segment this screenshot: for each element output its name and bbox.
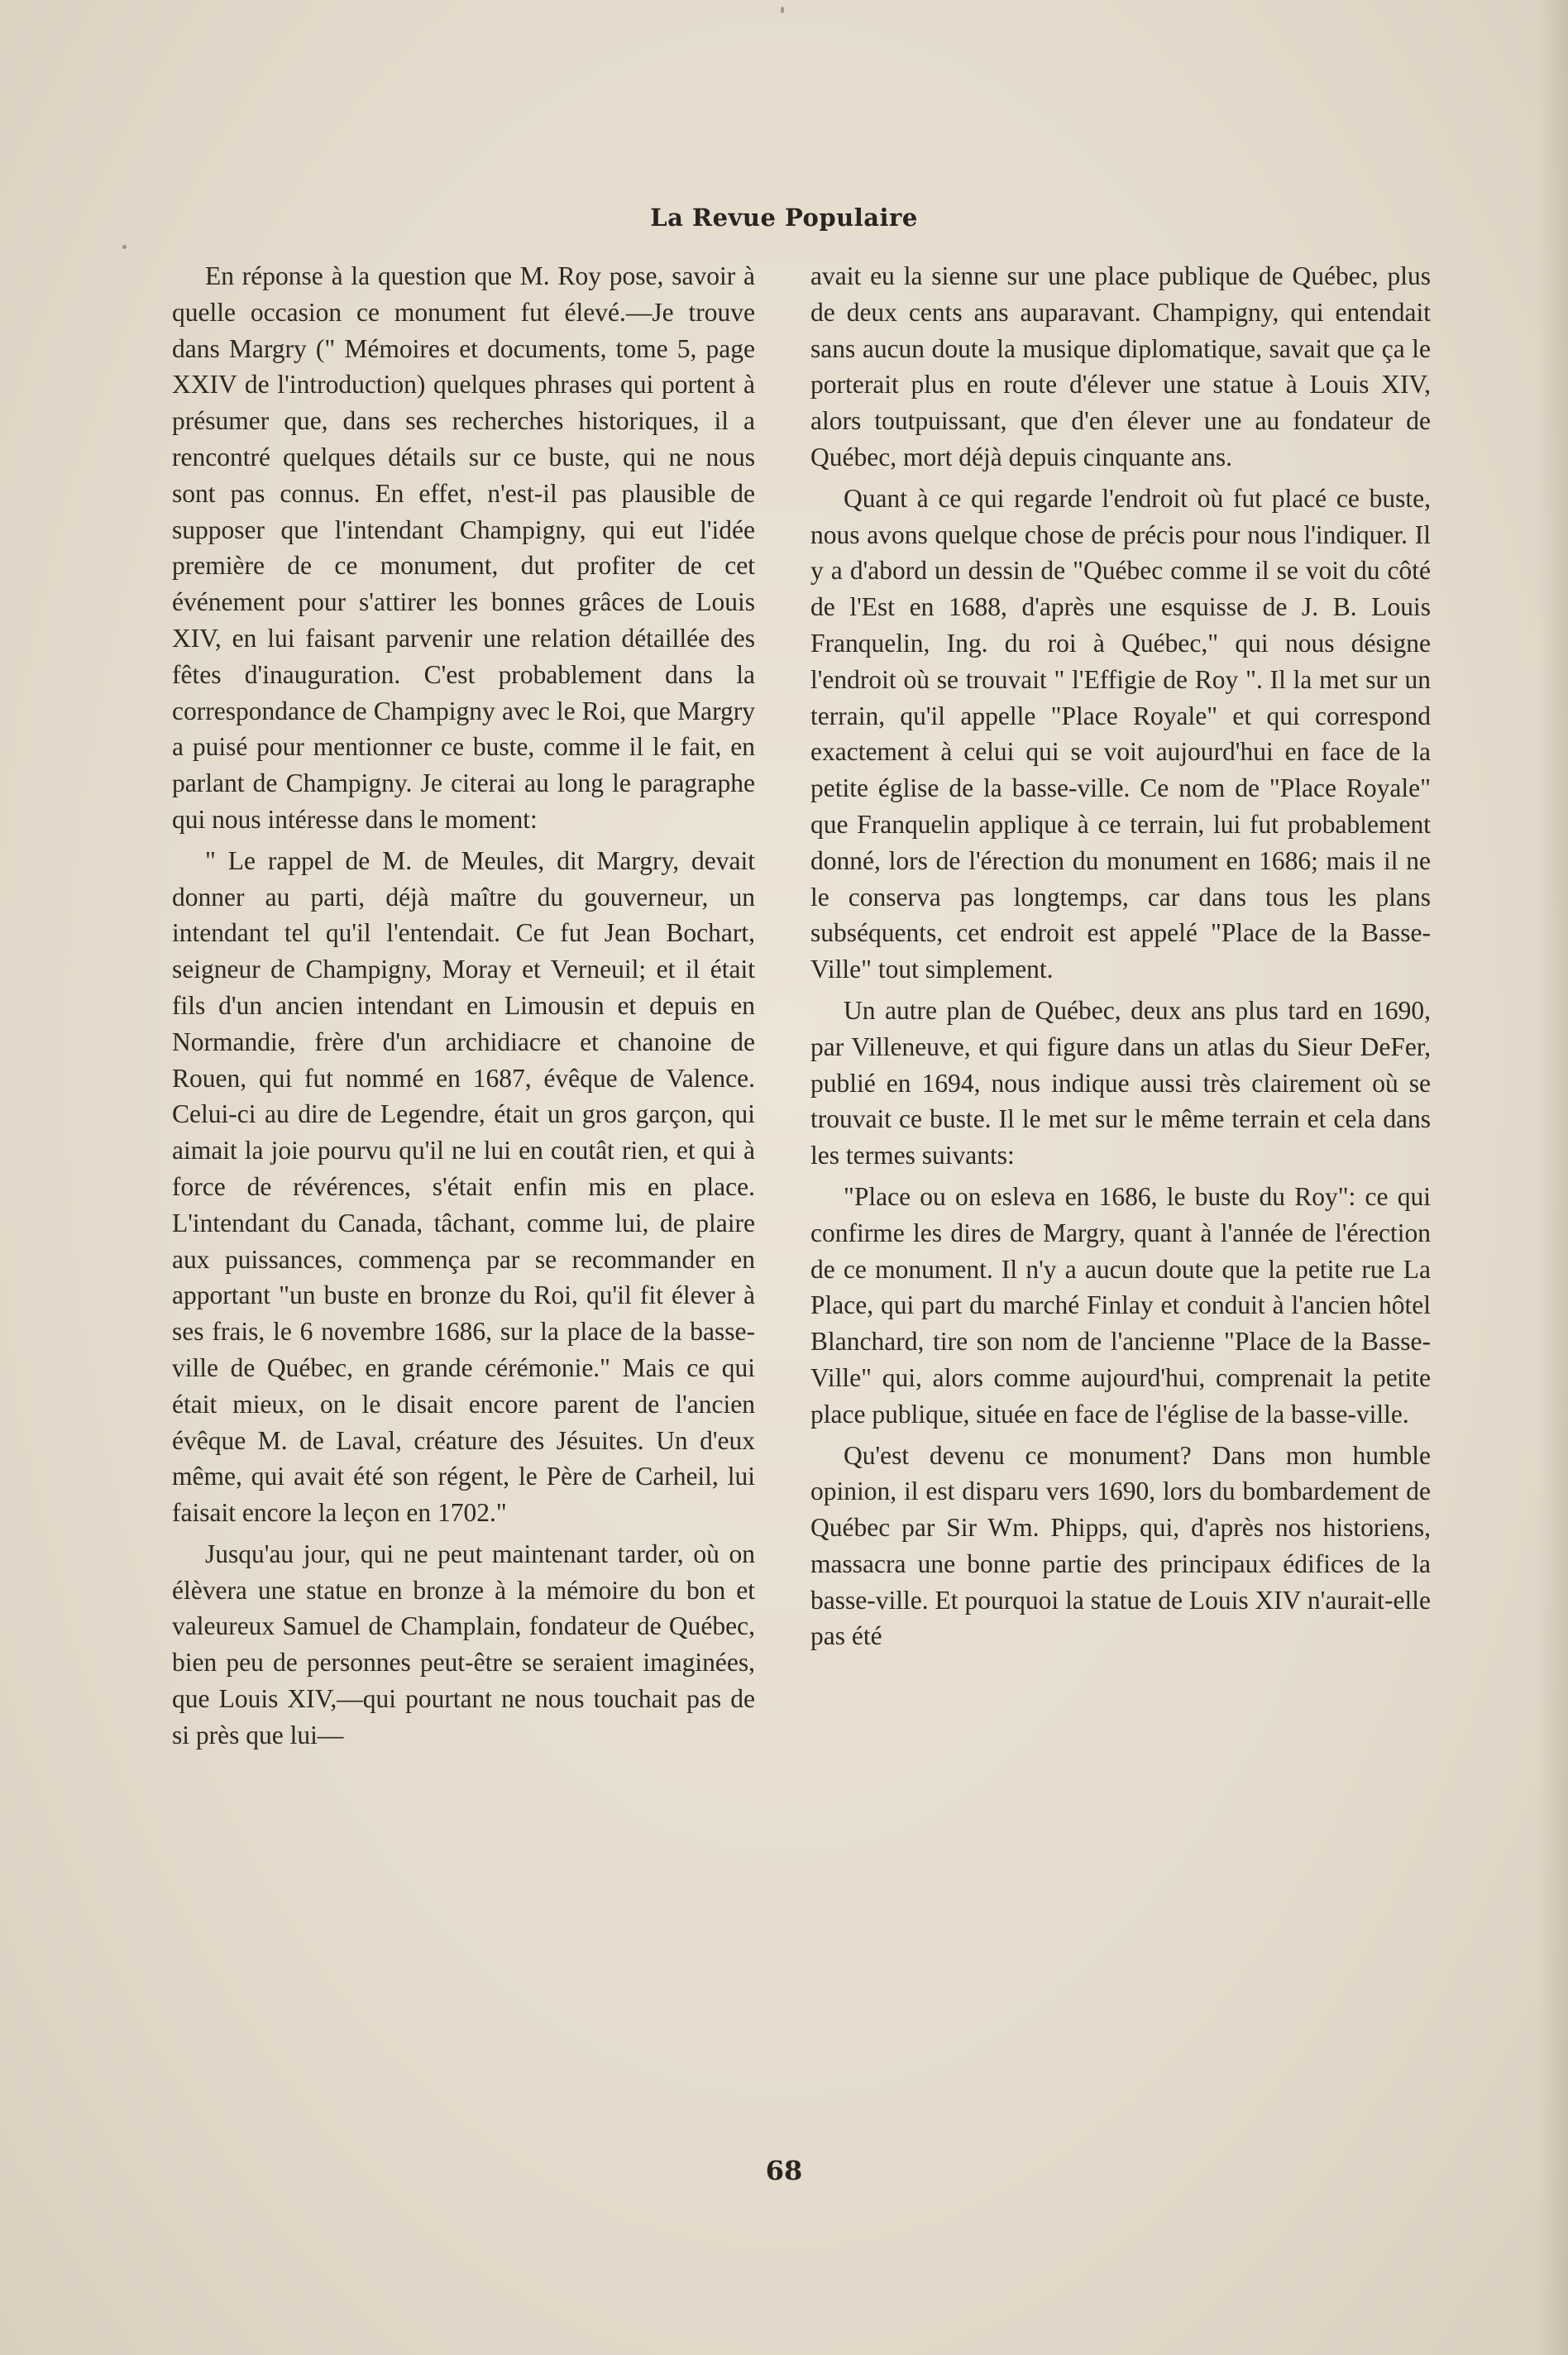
paragraph-quote: "Place ou on esleva en 1686, le buste du Roy": ce qui confirme les dires de Margry, quant à l'année de l'érection de ce monument. Il n'y a aucun doute que la petite rue La Place, qui part du marché Finlay et conduit à l'ancien hôtel Blanchard, tire son nom de l'ancienne "Place de la Basse-Ville" qui, alors comme aujourd'hui, comprenait la petite place publique, située en face de l'église de la basse-ville.: [810, 1181, 1431, 1429]
paragraph: Qu'est devenu ce monument? Dans mon humble opinion, il est disparu vers 1690, lors du bombardement de Québec par Sir Wm. Phipps, qui, d'après nos historiens, massacra une bonne partie des principaux édifices de la basse-ville. Et pourquoi la statue de Louis XIV n'aurait-elle pas été: [810, 1440, 1431, 1651]
paragraph-continuation: avait eu la sienne sur une place publique de Québec, plus de deux cents ans auparavant. Champigny, qui entendait sans aucun doute la musique diplomatique, savait que ça le porterait plus en route d'élever une statue à Louis XIV, alors toutpuissant, que d'en élever une au fondateur de Québec, mort déjà depuis cinquante ans.: [810, 261, 1431, 471]
page-edge-shadow: [1538, 0, 1568, 2355]
paragraph: Un autre plan de Québec, deux ans plus tard en 1690, par Villeneuve, et qui figure dans un atlas du Sieur DeFer, publié en 1694, nous indique aussi très clairement où se trouvait ce buste. Il le met sur le même terrain et cela dans les termes suivants:: [810, 995, 1431, 1170]
paper-speck: [122, 245, 127, 249]
paragraph-quote: " Le rappel de M. de Meules, dit Margry, devait donner au parti, déjà maître du gouverneur, un intendant tel qu'il l'entendait. Ce fut Jean Bochart, seigneur de Champigny, Moray et Verneuil; et il était fils d'un ancien intendant en Limousin et depuis en Normandie, frère d'un archidiacre et chanoine de Rouen, qui fut nommé en 1687, évêque de Valence. Celui-ci au dire de Legendre, était un gros garçon, qui aimait la joie pourvu qu'il ne lui en coutât rien, et qui à force de révérences, s'était enfin mis en place. L'intendant du Canada, tâchant, comme lui, de plaire aux puissances, commença par se recommander en apportant "un buste en bronze du Roi, qu'il fit élever à ses frais, le 6 novembre 1686, sur la place de la basse-ville de Québec, en grande cérémonie." Mais ce qui était mieux, on le disait encore parent de l'ancien évêque M. de Laval, créature des Jésuites. Un d'eux même, qui avait été son régent, le Père de Carheil, lui faisait encore la leçon en 1702.": [172, 845, 755, 1528]
running-header: La Revue Populaire: [650, 203, 918, 232]
page-number: 68: [765, 2155, 803, 2186]
paragraph: Quant à ce qui regarde l'endroit où fut placé ce buste, nous avons quelque chose de précis pour nous l'indiquer. Il y a d'abord un dessin de "Québec comme il se voit du côté de l'Est en 1688, d'après une esquisse de J. B. Louis Franquelin, Ing. du roi à Québec," qui nous désigne l'endroit où se trouvait " l'Effigie de Roy ". Il la met sur un terrain, qu'il appelle "Place Royale" et qui correspond exactement à celui qui se voit aujourd'hui en face de la petite église de la basse-ville. Ce nom de "Place Royale" que Franquelin applique à ce terrain, lui fut probablement donné, lors de l'érection du monument en 1686; mais il ne le conserva pas longtemps, car dans tous les plans subséquents, cet endroit est appelé "Place de la Basse-Ville" tout simplement.: [810, 483, 1431, 984]
paragraph: Jusqu'au jour, qui ne peut maintenant tarder, où on élèvera une statue en bronze à la mémoire du bon et valeureux Samuel de Champlain, fondateur de Québec, bien peu de personnes peut-être se seraient imaginées, que Louis XIV,—qui pourtant ne nous touchait pas de si près que lui—: [172, 1539, 755, 1749]
paragraph: En réponse à la question que M. Roy pose, savoir à quelle occasion ce monument fut élevé.—Je trouve dans Margry (" Mémoires et documents, tome 5, page XXIV de l'introduction) quelques phrases qui portent à présumer que, dans ses recherches historiques, il a rencontré quelques détails sur ce buste, qui ne nous sont pas connus. En effet, n'est-il pas plausible de supposer que l'intendant Champigny, qui eut l'idée première de ce monument, dut profiter de cet événement pour s'attirer les bonnes grâces de Louis XIV, en lui faisant parvenir une relation détaillée des fêtes d'inauguration. C'est probablement dans la correspondance de Champigny avec le Roi, que Margry a puisé pour mentionner ce buste, comme il le fait, en parlant de Champigny. Je citerai au long le paragraphe qui nous intéresse dans le moment:: [172, 261, 755, 834]
left-column: [172, 258, 755, 1759]
right-column: [810, 258, 1431, 1659]
paper-speck: [781, 7, 784, 13]
